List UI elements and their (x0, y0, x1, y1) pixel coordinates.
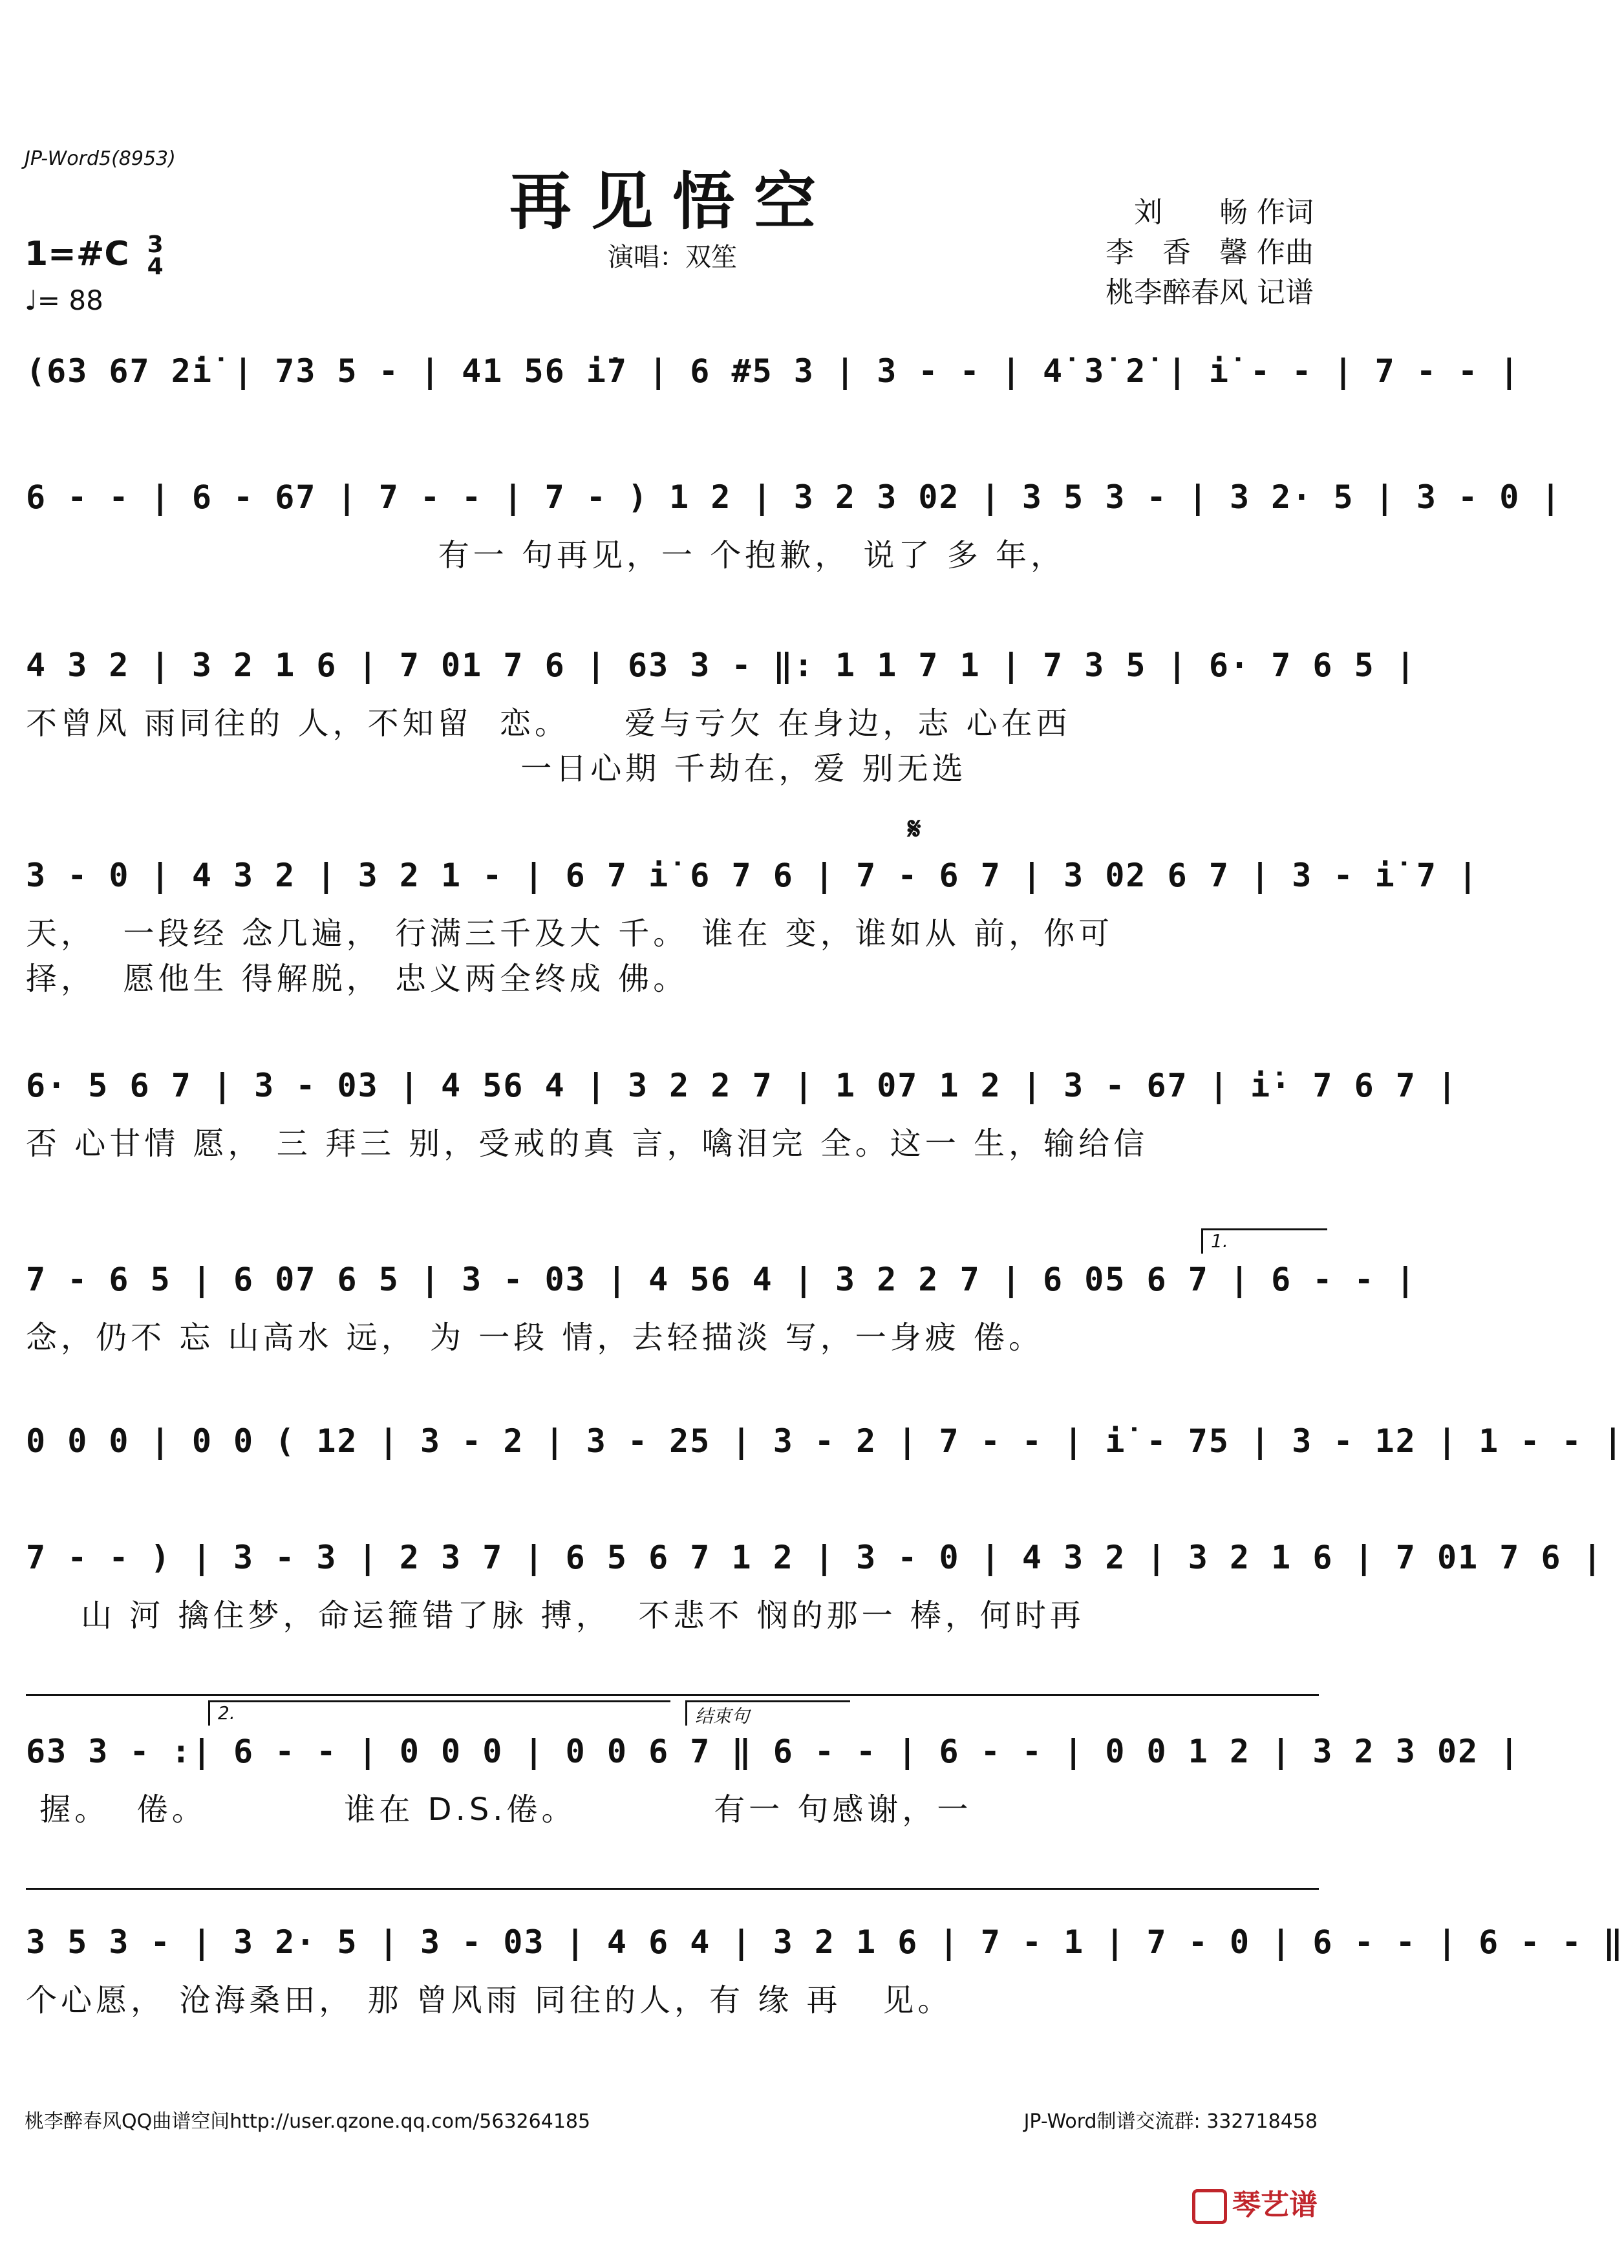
lyric-line: 天， 一段经 念几遍， 行满三千及大 千。 谁在 变，谁如从 前，你可 (26, 915, 1114, 952)
site-logo (1192, 2181, 1318, 2224)
ending-bracket (685, 1700, 850, 1726)
credits-block (1106, 193, 1314, 313)
key-signature (25, 231, 164, 280)
time-signature (147, 231, 164, 280)
notation-line: (63 67 2̇i̇ | 73 5 - | 41 56 i̇7 | 6 #5 3 | 3 - - | 4̇ 3̇ 2̇ | i̇ - - | 7 - - | (26, 352, 1521, 390)
notation-line: 63 3 - :| 6 - - | 0 0 0 | 0 0 6 7 ‖ 6 - - | 6 - - | 0 0 1 2 | 3 2 3 02 | (26, 1733, 1521, 1770)
lyric-line: 否 心甘情 愿， 三 拜三 别，受戒的真 言，噙泪完 全。这一 生，输给信 (26, 1126, 1149, 1162)
lyric-line: 不曾风 雨同往的 人，不知留 恋。 爱与亏欠 在身边，志 心在西 (26, 705, 1071, 742)
lyric-line: 握。 倦。 谁在 D.S.倦。 有一 句感谢，一 (26, 1792, 972, 1828)
notation-line: 4 3 2 | 3 2 1 6 | 7 01 7 6 | 63 3 - ‖: 1 1 7 1 | 7 3 5 | 6· 7 6 5 | (26, 647, 1416, 684)
segno-sign: 𝄋 (908, 811, 921, 847)
notation-line: 0 0 0 | 0 0 ( 12 | 3 - 2 | 3 - 25 | 3 - 2 | 7 - - | i̇ - 75 | 3 - 12 | 1 - - | (26, 1422, 1624, 1460)
time-top: 3 (147, 231, 164, 258)
transcriber-credit: 桃李醉春风 记谱 (1106, 276, 1314, 309)
volta-2 (208, 1700, 670, 1726)
logo-text: 琴艺谱 (1232, 2188, 1318, 2221)
logo-icon (1192, 2189, 1227, 2224)
singer-label: 演唱：双笙 (608, 242, 737, 272)
notation-line: 7 - 6 5 | 6 07 6 5 | 3 - 03 | 4 56 4 | 3 2 2 7 | 6 05 6 7 | 6 - - | (26, 1261, 1416, 1298)
lyricist-credit: 刘 畅 作词 (1134, 196, 1314, 229)
notation-line: 7 - - ) | 3 - 3 | 2 3 7 | 6 5 6 7 1 2 | 3 - 0 | 4 3 2 | 3 2 1 6 | 7 01 7 6 | (26, 1539, 1603, 1576)
time-bottom: 4 (147, 253, 164, 280)
key-prefix: 1= (25, 235, 76, 273)
lyric-line: 山 河 擒住梦，命运箍错了脉 搏， 不悲不 悯的那一 棒，何时再 (26, 1598, 1085, 1634)
lyric-line: 有一 句再见，一 个抱歉， 说了 多 年， (26, 537, 1066, 573)
song-title: 再见悟空 (509, 165, 835, 238)
ending-label: 结束句 (695, 1706, 750, 1727)
notation-line: 6· 5 6 7 | 3 - 03 | 4 56 4 | 3 2 2 7 | 1 07 1 2 | 3 - 67 | i̇· 7 6 7 | (26, 1067, 1458, 1104)
key-note: #C (76, 235, 129, 273)
tempo-mark: ♩= 88 (25, 284, 103, 316)
footer-group: JP-Word制谱交流群: 332718458 (1023, 2110, 1318, 2133)
composer-credit: 李 香 馨 作曲 (1106, 236, 1314, 269)
notation-line: 6 - - | 6 - 67 | 7 - - | 7 - ) 1 2 | 3 2 3 02 | 3 5 3 - | 3 2· 5 | 3 - 0 | (26, 478, 1562, 516)
notation-line: 3 - 0 | 4 3 2 | 3 2 1 - | 6 7 i̇ 6 7 6 | 7 - 6 7 | 3 02 6 7 | 3 - i̇ 7 | (26, 857, 1479, 894)
footer-url: 桃李醉春风QQ曲谱空间http://user.qzone.qq.com/563264185 (25, 2110, 591, 2133)
volta-1-label: 1. (1211, 1230, 1228, 1252)
volta-1 (1201, 1228, 1327, 1254)
volta-2-label: 2. (218, 1702, 235, 1724)
lyric-line: 一日心期 千劫在，爱 别无选 (26, 751, 967, 787)
lyric-line: 个心愿， 沧海桑田， 那 曾风雨 同往的人，有 缘 再 见。 (26, 1982, 953, 2018)
lyric-line: 念，仍不 忘 山高水 远， 为 一段 情，去轻描淡 写，一身疲 倦。 (26, 1320, 1044, 1356)
ending-rule (26, 1888, 1319, 1890)
notation-line: 3 5 3 - | 3 2· 5 | 3 - 03 | 4 6 4 | 3 2 1 6 | 7 - 1 | 7 - 0 | 6 - - | 6 - - ‖ (26, 1923, 1624, 1961)
volta-top-rule (26, 1694, 1319, 1696)
software-label: JP-Word5(8953) (25, 147, 176, 170)
lyric-line: 择， 愿他生 得解脱， 忠义两全终成 佛。 (26, 961, 689, 997)
